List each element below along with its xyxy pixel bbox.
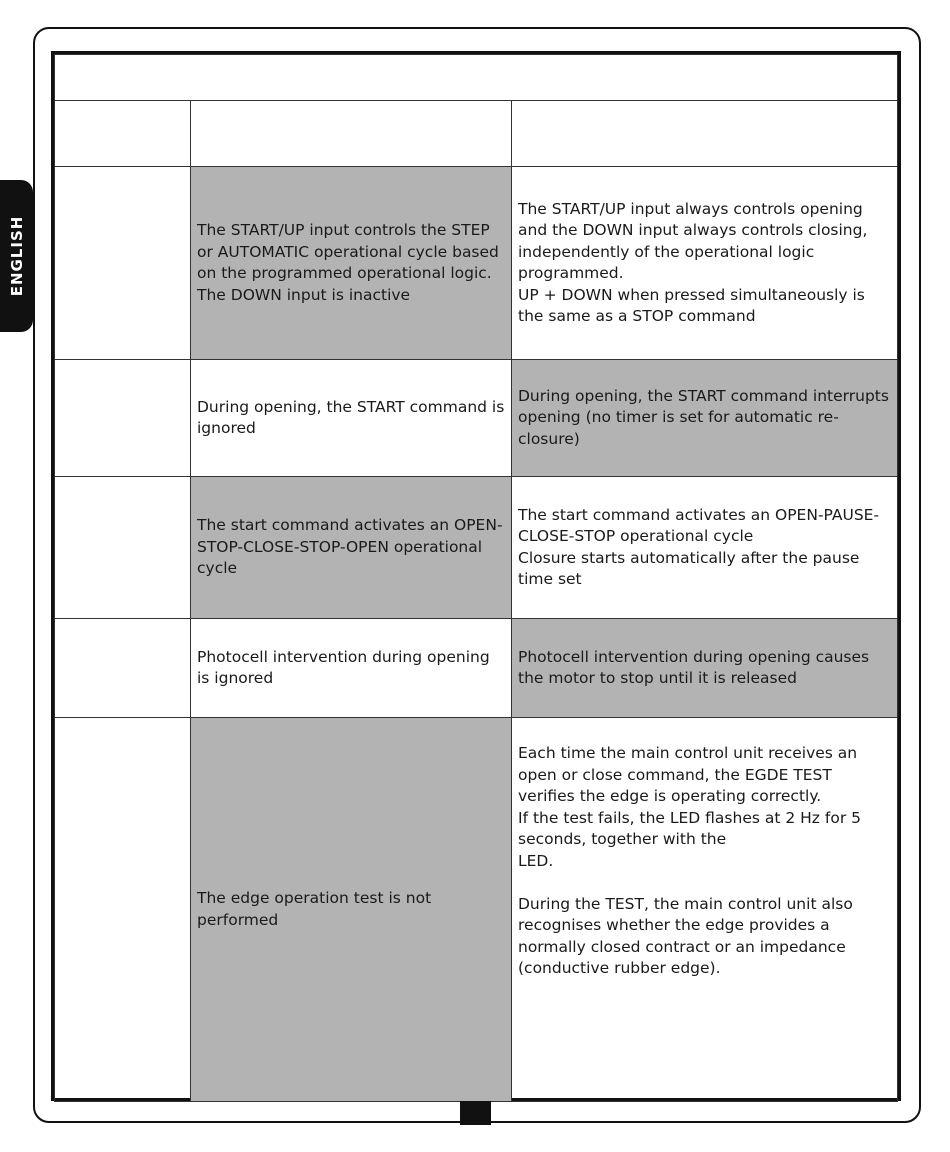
row-option-b-text: The start command activates an OPEN-PAUSE-CLOSE-STOP operational cycle Closure starts automatically after the pause time set <box>518 505 880 588</box>
table-title <box>55 55 898 101</box>
row-option-b <box>512 619 898 718</box>
table-row <box>55 619 898 718</box>
column-header-option-a <box>191 101 512 167</box>
page-number-block <box>460 1101 491 1125</box>
row-option-a <box>191 477 512 619</box>
column-header-option-b <box>512 101 898 167</box>
row-option-a-text: The start command activates an OPEN-STOP-CLOSE-STOP-OPEN operational cycle <box>197 516 503 578</box>
row-option-b <box>512 477 898 619</box>
row-option-b <box>512 360 898 477</box>
table-row <box>55 360 898 477</box>
table-row <box>55 718 898 1102</box>
row-option-a <box>191 360 512 477</box>
language-tab-label: ENGLISH <box>7 215 26 297</box>
row-option-b-text: The START/UP input always controls opening and the DOWN input always controls closing, independently of the operational logic programmed. UP + DOWN when pressed simultaneously is the same as a STOP command <box>518 199 868 325</box>
row-option-a-text: The START/UP input controls the STEP or AUTOMATIC operational cycle based on the programmed operational logic. The DOWN input is inactive <box>197 221 499 304</box>
row-parameter <box>55 619 191 718</box>
table-title-row <box>55 55 898 101</box>
table-row <box>55 477 898 619</box>
row-parameter <box>55 360 191 477</box>
table-header-row <box>55 101 898 167</box>
row-option-b <box>512 167 898 360</box>
column-header-parameter <box>55 101 191 167</box>
row-option-b <box>512 718 898 1102</box>
row-option-a-text: Photocell intervention during opening is ignored <box>197 647 490 687</box>
parameter-table <box>54 54 898 1102</box>
row-option-a-text: The edge operation test is not performed <box>197 889 432 929</box>
row-option-b-text: During opening, the START command interrupts opening (no timer is set for automatic re-closure) <box>518 386 889 448</box>
row-parameter <box>55 477 191 619</box>
table-row <box>55 167 898 360</box>
row-option-b-text: Each time the main control unit receives an open or close command, the EGDE TEST verifies the edge is operating correctly. If the test fails, the LED flashes at 2 Hz for 5 seconds, together with the LED. During the TEST, the main control unit also recognises whether the edge provides a normally closed contract or an impedance (conductive rubber edge). <box>518 744 861 977</box>
language-tab <box>0 180 33 332</box>
row-parameter <box>55 718 191 1102</box>
row-parameter <box>55 167 191 360</box>
parameter-table-container <box>51 51 901 1101</box>
row-option-a <box>191 718 512 1102</box>
row-option-a-text: During opening, the START command is ignored <box>197 397 505 437</box>
row-option-a <box>191 167 512 360</box>
row-option-a <box>191 619 512 718</box>
row-option-b-text: Photocell intervention during opening causes the motor to stop until it is released <box>518 647 870 687</box>
